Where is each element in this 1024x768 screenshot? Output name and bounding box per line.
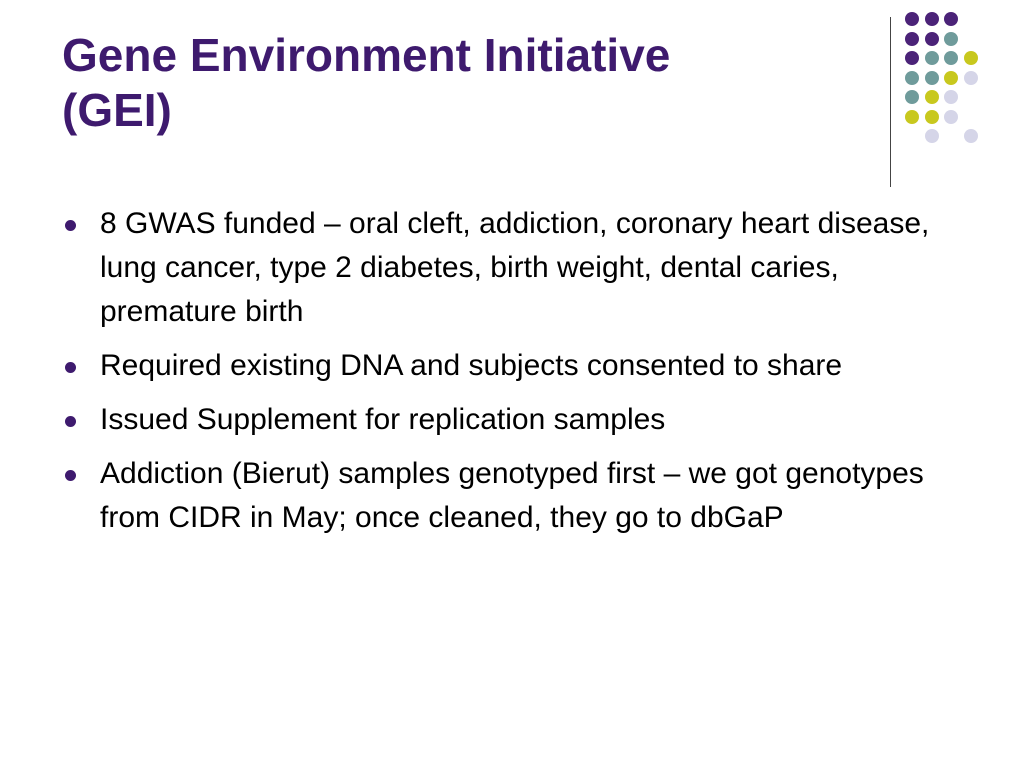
title-line-2: (GEI): [62, 84, 172, 136]
decorative-dot: [905, 12, 919, 26]
decorative-dot: [944, 12, 958, 26]
decorative-dot-grid: [905, 12, 1015, 172]
decorative-dot: [925, 71, 939, 85]
decorative-dot: [905, 90, 919, 104]
decorative-dot: [925, 32, 939, 46]
decorative-dot: [905, 32, 919, 46]
decorative-dot: [944, 51, 958, 65]
decorative-dot: [944, 90, 958, 104]
decorative-dot: [964, 51, 978, 65]
decorative-dot: [905, 71, 919, 85]
decorative-dot: [925, 51, 939, 65]
bullet-dot-icon: [65, 416, 76, 427]
decorative-dot: [925, 90, 939, 104]
decorative-dot: [944, 110, 958, 124]
decorative-dot: [964, 71, 978, 85]
bullet-dot-icon: [65, 362, 76, 373]
decorative-dot: [905, 110, 919, 124]
bullet-list: [62, 202, 967, 550]
bullet-dot-icon: [65, 470, 76, 481]
title-line-1: Gene Environment Initiative: [62, 29, 671, 81]
slide-title: [62, 28, 862, 138]
decorative-dot: [925, 129, 939, 143]
bullet-item: [62, 202, 967, 334]
decorative-dot: [905, 51, 919, 65]
decorative-dot: [925, 12, 939, 26]
bullet-dot-icon: [65, 220, 76, 231]
bullet-item: [62, 452, 967, 540]
bullet-text: Addiction (Bierut) samples genotyped first – we got genotypes from CIDR in May; once cleaned, they go to dbGaP: [100, 457, 924, 534]
decorative-dot: [925, 110, 939, 124]
decorative-dot: [964, 129, 978, 143]
bullet-item: [62, 344, 967, 388]
bullet-text: Required existing DNA and subjects consented to share: [100, 349, 843, 382]
decorative-dot: [944, 32, 958, 46]
decorative-dot: [944, 71, 958, 85]
bullet-item: [62, 398, 967, 442]
title-divider: [890, 17, 891, 187]
bullet-text: Issued Supplement for replication samples: [100, 403, 666, 436]
bullet-text: 8 GWAS funded – oral cleft, addiction, coronary heart disease, lung cancer, type 2 diabetes, birth weight, dental caries, premature birth: [100, 207, 930, 328]
